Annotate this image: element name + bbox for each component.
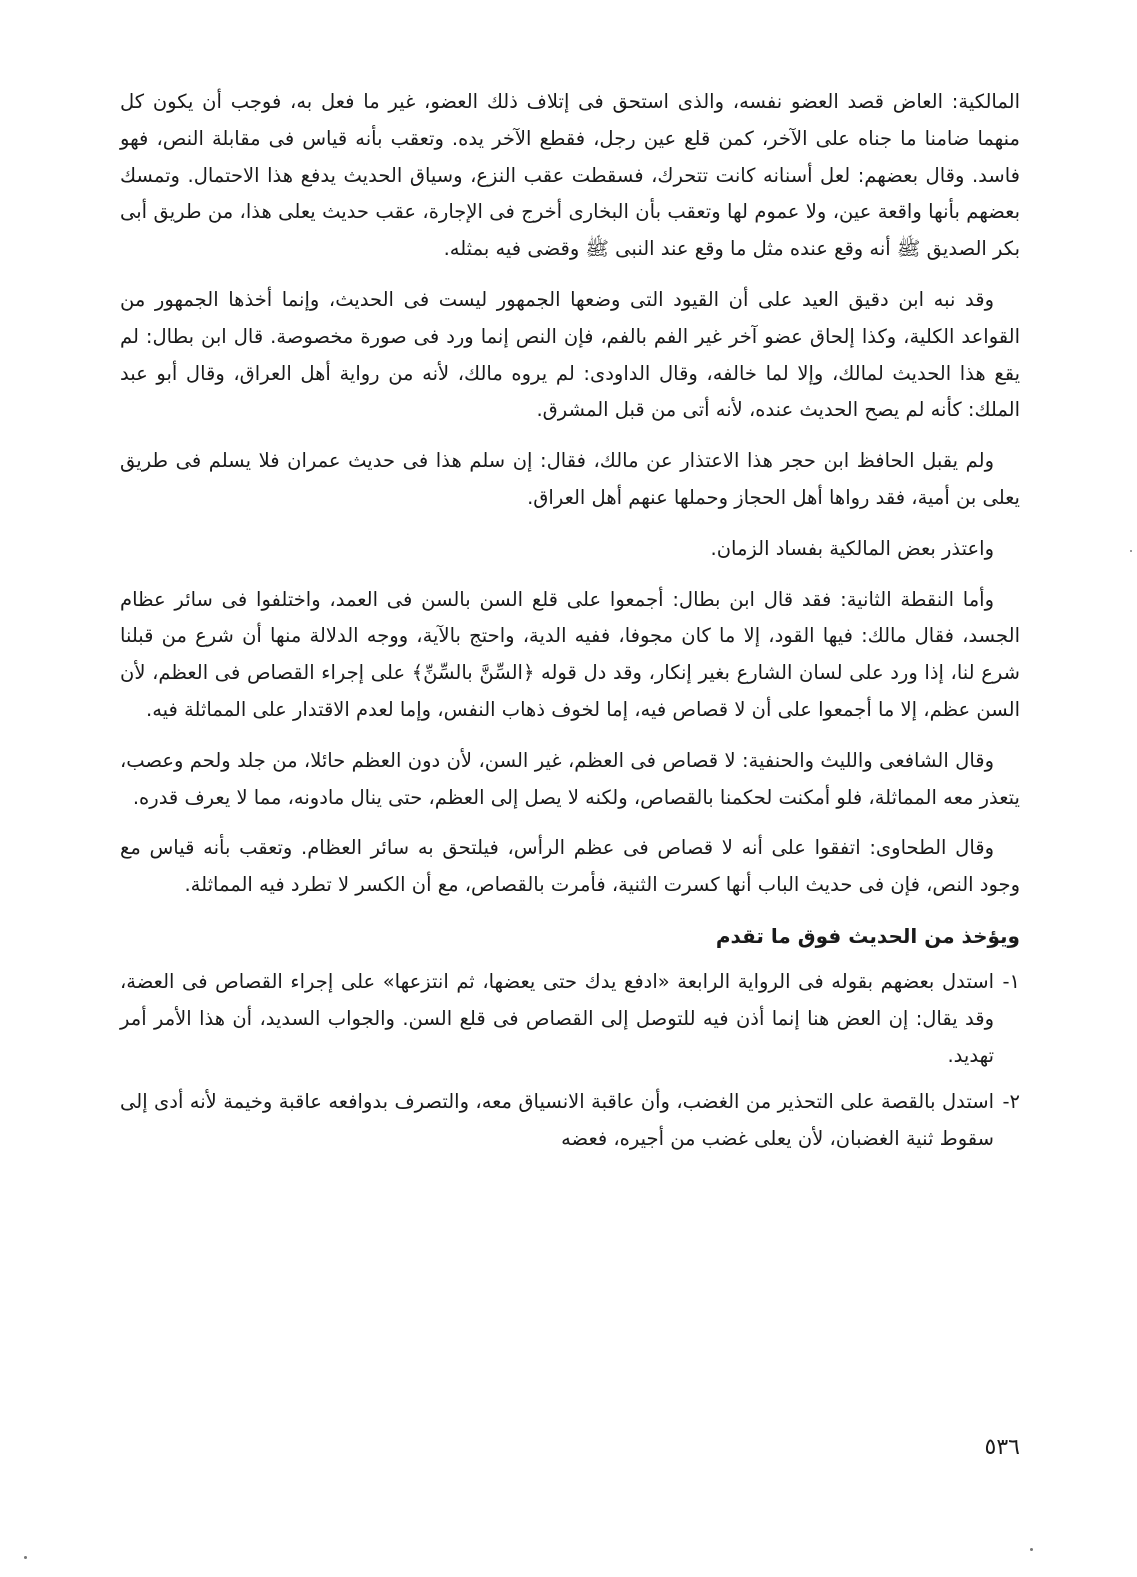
list-item	[120, 964, 1020, 1074]
paragraph-2: وقد نبه ابن دقيق العيد على أن القيود التى وضعها الجمهور ليست فى الحديث، وإنما أخذها الجمهور من القواعد الكلية، وكذا إلحاق عضو آخر غير الفم بالفم، فإن النص إنما ورد فى صورة مخصوصة. قال ابن بطال: لم يقع هذا الحديث لمالك، وإلا لما خالفه، وقال الداودى: لم يروه مالك، لأنه من رواية أهل العراق، وقال أبو عبد الملك: كأنه لم يصح الحديث عنده، لأنه أتى من قبل المشرق.	[120, 287, 1020, 422]
page-body	[120, 84, 1020, 1168]
scan-speck	[24, 1556, 27, 1559]
list-item-text: استدل بعضهم بقوله فى الرواية الرابعة «ادفع يدك حتى يعضها، ثم انتزعها» على إجراء القصاص فى العضة، وقد يقال: إن العض هنا إنما أذن فيه للتوصل إلى القصاص فى قلع السن. والجواب السديد، أن هذا الأمر أمر تهديد.	[120, 969, 994, 1067]
list-item-text: استدل بالقصة على التحذير من الغضب، وأن عاقبة الانسياق معه، والتصرف بدوافعه عاقبة وخيمة لأنه أدى إلى سقوط ثنية الغضبان، لأن يعلى غضب من أجيره، فعضه	[120, 1090, 994, 1151]
section-heading: ويؤخذ من الحديث فوق ما تقدم	[715, 923, 1020, 948]
paragraph-7: وقال الطحاوى: اتفقوا على أنه لا قصاص فى عظم الرأس، فيلتحق به سائر العظام. وتعقب بأنه قياس مع وجود النص، فإن فى حديث الباب أنها كسرت الثنية، فأمرت بالقصاص، مع أن الكسر لا تطرد فيه المماثلة.	[120, 836, 1020, 897]
page-number: ٥٣٦	[984, 1435, 1020, 1460]
scan-speck	[1130, 550, 1132, 552]
paragraph-4: واعتذر بعض المالكية بفساد الزمان.	[710, 536, 994, 560]
list-item	[120, 1084, 1020, 1158]
list-item-number: ٢-	[1002, 1090, 1020, 1114]
paragraph-1: المالكية: العاض قصد العضو نفسه، والذى استحق فى إتلاف ذلك العضو، غير ما فعل به، فوجب أن يكون كل منهما ضامنا ما جناه على الآخر، كمن قلع عين رجل، فقطع الآخر يده. وتعقب بأنه قياس فى مقابلة النص، فهو فاسد. وقال بعضهم: لعل أسنانه كانت تتحرك، فسقطت عقب النزع، وسياق الحديث يدفع هذا الاحتمال. وتمسك بعضهم بأنها واقعة عين، ولا عموم لها وتعقب بأن البخارى أخرج فى الإجارة، عقب حديث يعلى هذا، من طريق أبى بكر الصديق ﷺ أنه وقع عنده مثل ما وقع عند النبى ﷺ وقضى فيه بمثله.	[120, 90, 1020, 261]
list-item-number: ١-	[1002, 969, 1020, 993]
paragraph-3: ولم يقبل الحافظ ابن حجر هذا الاعتذار عن مالك، فقال: إن سلم هذا فى حديث عمران فلا يسلم فى طريق يعلى بن أمية، فقد رواها أهل الحجاز وحملها عنهم أهل العراق.	[120, 449, 1020, 509]
scan-speck	[1030, 1548, 1033, 1551]
paragraph-6: وقال الشافعى والليث والحنفية: لا قصاص فى العظم، غير السن، لأن دون العظم حائلا، من جلد ولحم وعصب، يتعذر معه المماثلة، فلو أمكنت لحكمنا بالقصاص، ولكنه لا يصل إلى العظم، حتى ينال مادونه، مما لا يعرف قدره.	[120, 748, 1020, 809]
paragraph-5: وأما النقطة الثانية: فقد قال ابن بطال: أجمعوا على قلع السن بالسن فى العمد، واختلفوا فى سائر عظام الجسد، فقال مالك: فيها القود، إلا ما كان مجوفا، ففيه الدية، واحتج بالآية، ووجه الدلالة منها أن شرع من قبلنا شرع لنا، إذا ورد على لسان الشارع بغير إنكار، وقد دل قوله ﴿السِّنَّ بالسِّنِّ﴾ على إجراء القصاص فى العظم، لأن السن عظم، إلا ما أجمعوا على أن لا قصاص فيه، إما لخوف ذهاب النفس، وإما لعدم الاقتدار على المماثلة فيه.	[120, 587, 1020, 721]
